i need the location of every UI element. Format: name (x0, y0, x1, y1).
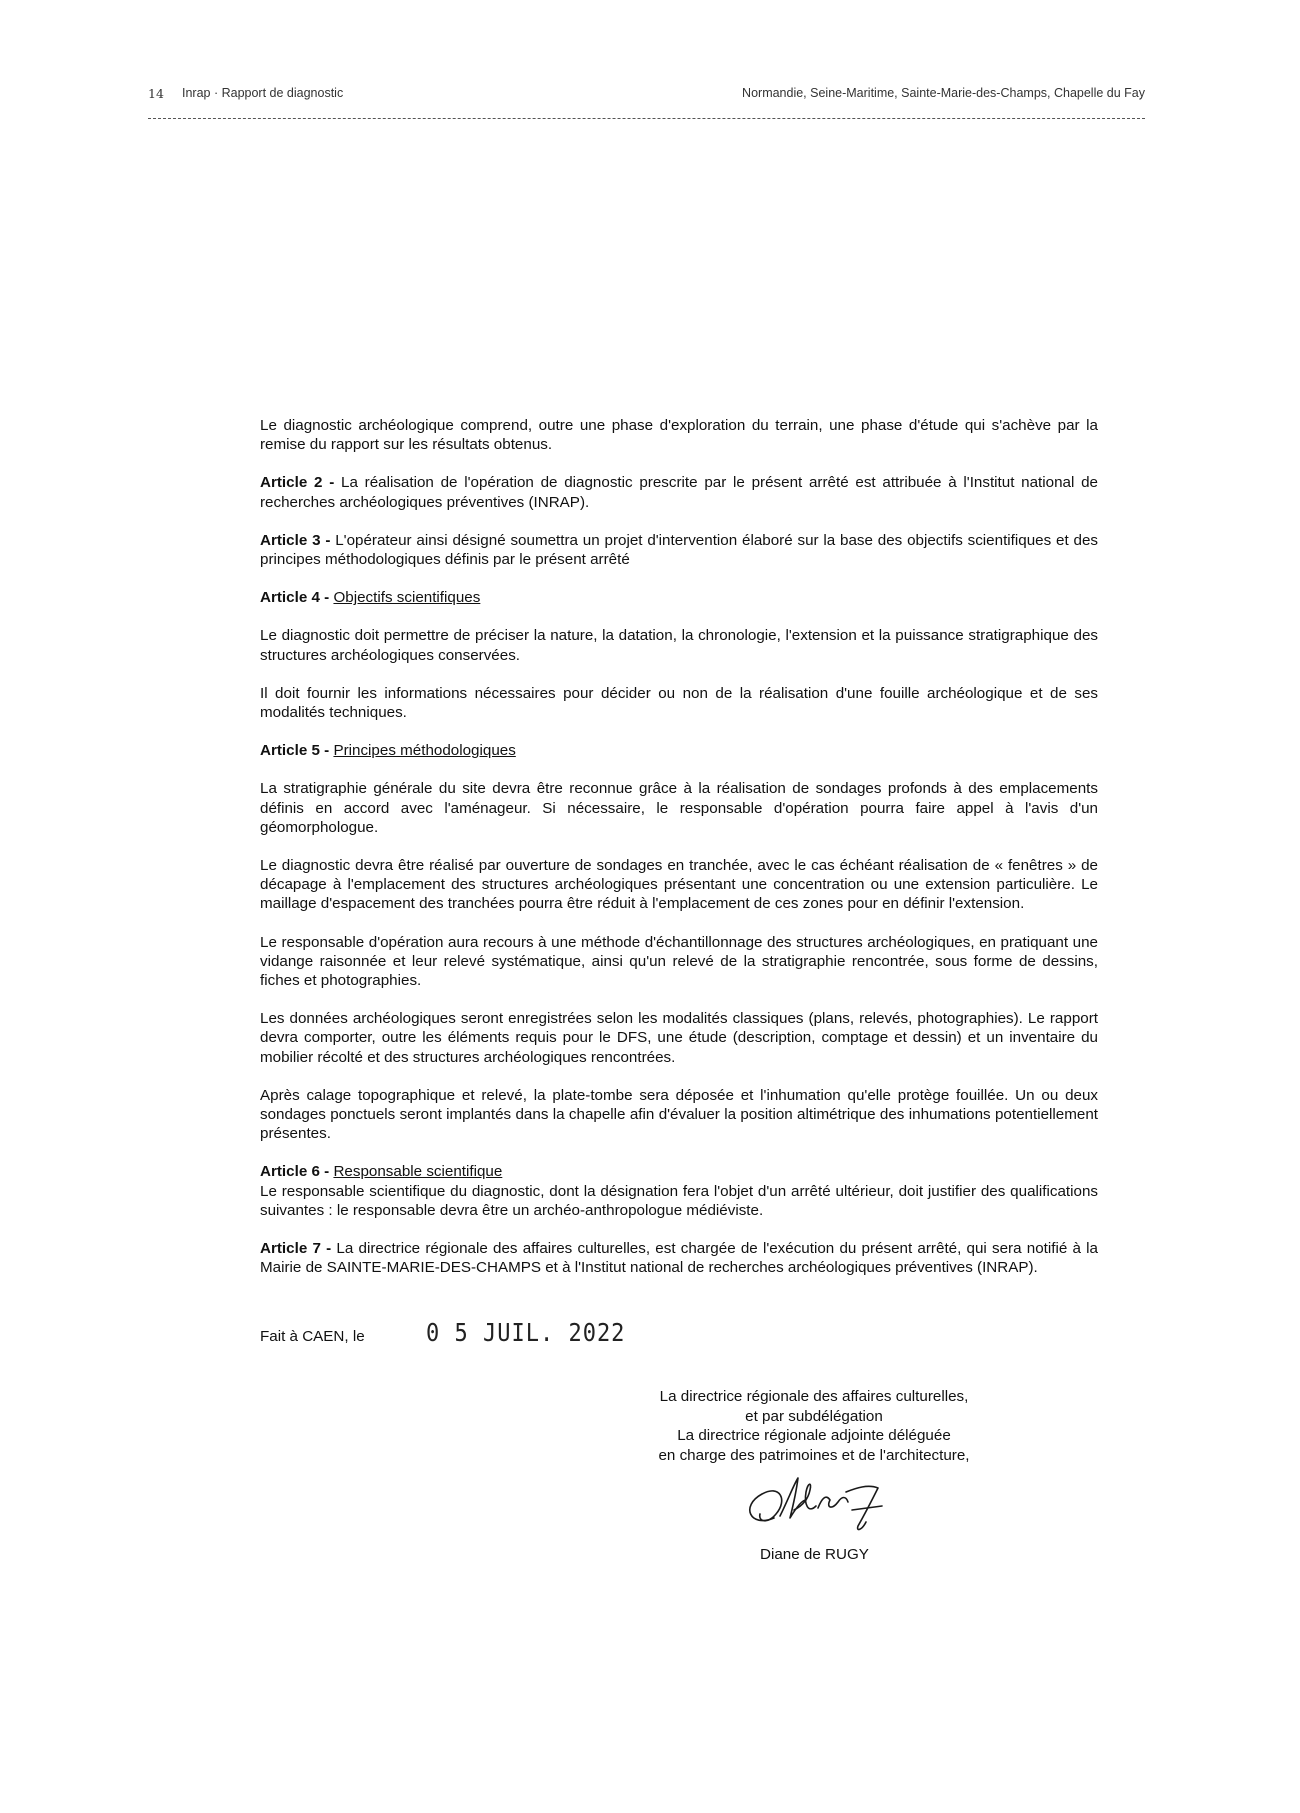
header-divider (148, 118, 1145, 119)
article-4-title: Objectifs scientifiques (333, 589, 481, 607)
page-header (148, 86, 1145, 104)
handwritten-signature (736, 1470, 896, 1540)
article-4-paragraph-2: Il doit fournir les informations nécessaires pour décider ou non de la réalisation d'une fouille archéologique et de ses modalités techniques. (260, 684, 1098, 722)
article-4-heading (260, 588, 1098, 607)
article-5-title: Principes méthodologiques (333, 742, 516, 760)
article-6-heading (260, 1162, 1098, 1181)
signatory-title-line-4: en charge des patrimoines et de l'architecture, (658, 1446, 970, 1464)
intro-paragraph: Le diagnostic archéologique comprend, outre une phase d'exploration du terrain, une phase d'étude qui s'achève par la remise du rapport sur les résultats obtenus. (260, 417, 1098, 454)
article-6-paragraph: Le responsable scientifique du diagnostic, dont la désignation fera l'objet d'un arrêté ultérieur, doit justifier des qualifications suivantes : le responsable devra être un archéo-anthropologue médiéviste. (260, 1182, 1098, 1219)
signatory-title-line-3: La directrice régionale adjointe déléguée (677, 1427, 951, 1444)
article-5-paragraph-3: Le responsable d'opération aura recours à une méthode d'échantillonnage des structures archéologiques, en pratiquant une vidange raisonnée et leur relevé systématique, ainsi qu'un relevé de la stratigraphie rencontrée, sous forme de dessins, fiches et photographies. (260, 933, 1098, 990)
article-5-paragraph-1: La stratigraphie générale du site devra être reconnue grâce à la réalisation de sondages profonds à des emplacements définis en accord avec l'aménageur. Si nécessaire, le responsable d'opération pourra faire appel à l'avis d'un géomorphologue. (260, 780, 1098, 836)
article-5-paragraph-5: Après calage topographique et relevé, la plate-tombe sera déposée et l'inhumation qu'elle protège fouillée. Un ou deux sondages ponctuels seront implantés dans la chapelle afin d'évaluer la position altimétrique des inhumations potentiellement présentes. (260, 1086, 1098, 1143)
article-3 (260, 531, 1098, 569)
article-5-heading (260, 741, 1098, 760)
article-5-paragraph-2: Le diagnostic devra être réalisé par ouverture de sondages en tranchée, avec le cas échéant réalisation de « fenêtres » de décapage à l'emplacement des structures archéologiques présentant une concentration ou une extension particulière. Le maillage d'espacement des tranchées pourra être réduit à l'emplacement de ces zones pour en définir l'extension. (260, 857, 1098, 913)
article-6-label: Article 6 - (260, 1163, 330, 1181)
date-stamp: 0 5 JUIL. 2022 (426, 1319, 626, 1348)
article-7-label: Article 7 - (260, 1240, 332, 1258)
article-4-label: Article 4 - (260, 589, 330, 607)
article-3-label: Article 3 - (260, 531, 331, 549)
report-title: Inrap · Rapport de diagnostic (182, 86, 344, 100)
article-4-paragraph-1: Le diagnostic doit permettre de préciser la nature, la datation, la chronologie, l'extension et la puissance stratigraphique des structures archéologiques conservées. (260, 627, 1098, 664)
place-date-line (260, 1319, 860, 1349)
article-3-text: L'opérateur ainsi désigné soumettra un projet d'intervention élaboré sur la base des objectifs scientifiques et des principes méthodologiques définis par le présent arrêté (260, 531, 1098, 569)
article-2 (260, 473, 1098, 511)
article-7 (260, 1239, 1098, 1277)
site-location: Normandie, Seine-Maritime, Sainte-Marie-des-Champs, Chapelle du Fay (742, 86, 1145, 100)
article-2-label: Article 2 - (260, 474, 335, 492)
page-number: 14 (148, 86, 164, 101)
signer-name: Diane de RUGY (760, 1546, 869, 1563)
document-body (260, 416, 1098, 1278)
article-5-paragraph-4: Les données archéologiques seront enregistrées selon les modalités classiques (plans, relevés, photographies). Le rapport devra comporter, outre les éléments requis pour le DFS, une étude (description, comptage et dessin) et un inventaire du mobilier récolté et des structures archéologiques rencontrées. (260, 1010, 1098, 1066)
signatory-title-line-2: et par subdélégation (745, 1407, 883, 1425)
signatory-title-line-1: La directrice régionale des affaires culturelles, (659, 1388, 969, 1405)
article-2-text: La réalisation de l'opération de diagnostic prescrite par le présent arrêté est attribuée à l'Institut national de recherches archéologiques préventives (INRAP). (260, 474, 1099, 511)
article-7-text: La directrice régionale des affaires culturelles, est chargée de l'exécution du présent arrêté, qui sera notifié à la Mairie de SAINTE-MARIE-DES-CHAMPS et à l'Institut national de recherches archéologiques préventives (INRAP). (260, 1240, 1098, 1277)
place-label: Fait à CAEN, le (260, 1328, 365, 1345)
article-6-title: Responsable scientifique (333, 1163, 503, 1181)
signature-block (600, 1387, 1028, 1465)
article-5-label: Article 5 - (260, 742, 330, 760)
